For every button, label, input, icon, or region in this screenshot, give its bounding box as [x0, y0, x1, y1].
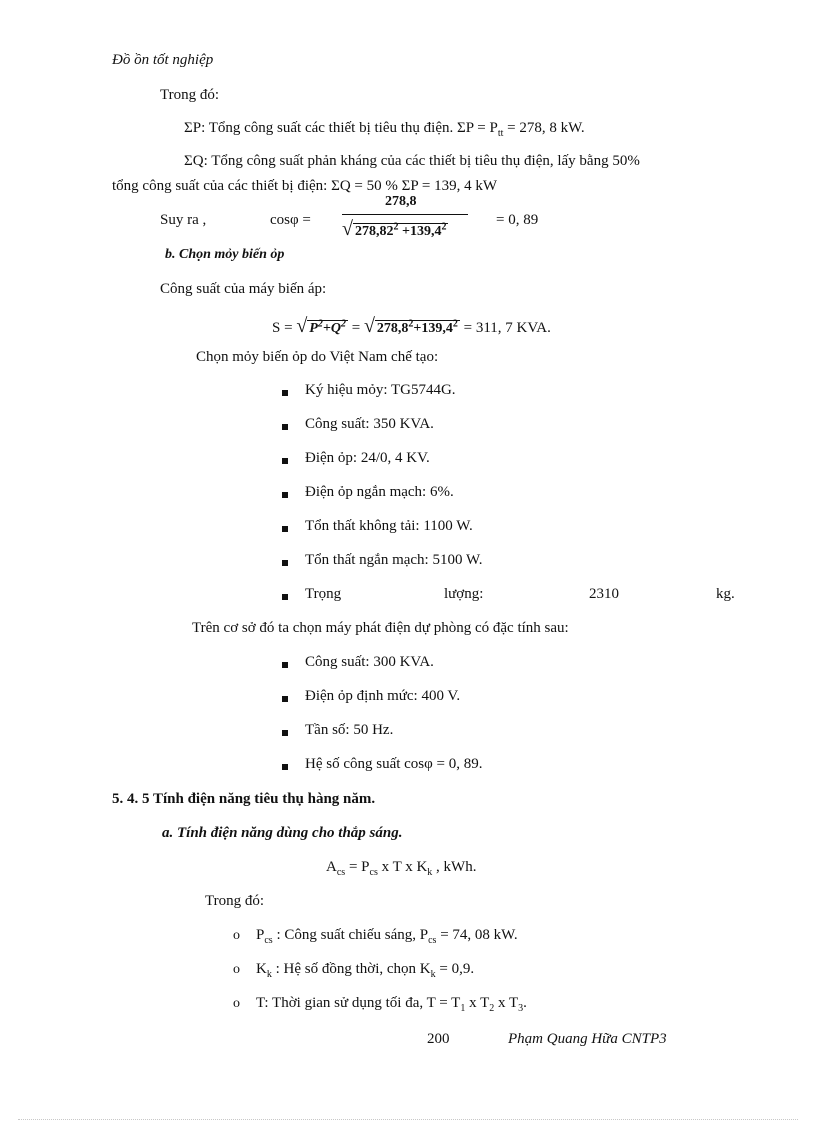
energy-formula: $A_{cs} = P_{cs}$ x T x $K_k$ , kWh. — [326, 859, 477, 878]
fraction-numerator: 278,8 — [385, 194, 417, 209]
circle-bullet-icon: o — [233, 996, 240, 1011]
suy-ra-label: Suy ra , — [160, 212, 207, 228]
bottom-divider — [18, 1119, 798, 1120]
cong-suat-label: Công suất của máy biến áp: — [160, 281, 327, 297]
weight-label: Trọng — [305, 586, 342, 602]
list-item: T: Thời gian sử dụng tối đa, $T = T_1$ x $T_2$ x $T_3$. — [256, 995, 527, 1014]
section-b-heading: b. Chọn mỏy biến ỏp — [165, 247, 285, 262]
page-number: 200 — [427, 1031, 450, 1047]
sqrt-icon: √ — [296, 315, 308, 337]
bullet-icon — [282, 560, 288, 566]
footer-author: Phạm Quang Hữa CNTP3 — [508, 1031, 667, 1047]
bullet-icon — [282, 492, 288, 498]
bullet-icon — [282, 424, 288, 430]
list-item: Điện ỏp: 24/0, 4 KV. — [305, 450, 430, 466]
s-formula: S = √ $P^2+Q^2$ = √ $278,8^2+139,4^2 = 311$, 7 KVA. — [272, 315, 551, 337]
section-a-heading: a. Tính điện năng dùng cho thắp sáng. — [162, 825, 403, 841]
weight-word: lượng: — [444, 586, 484, 602]
list-item: Điện ỏp định mức: 400 V. — [305, 688, 461, 704]
circle-bullet-icon: o — [233, 962, 240, 977]
bullet-icon — [282, 730, 288, 736]
list-item: Tần số: 50 Hz. — [305, 722, 394, 738]
fraction-denominator: √ $278,82^2 +139,4^2$ — [342, 218, 447, 240]
sum-q-line-1: ΣQ: Tổng công suất phản kháng của các thiết bị tiêu thụ điện, lấy bằng 50% — [184, 153, 640, 169]
sum-p-line: ΣP: Tổng công suất các thiết bị tiêu thụ điện. $\Sigma P = P_{tt} = 278$, 8 kW. — [184, 120, 585, 139]
bullet-icon — [282, 662, 288, 668]
list-item: Công suất: 300 KVA. — [305, 654, 434, 670]
sqrt-icon: √ — [363, 315, 375, 337]
fraction-line — [342, 214, 468, 215]
list-item: Điện ỏp ngắn mạch: 6%. — [305, 484, 454, 500]
weight-unit: kg. — [716, 586, 735, 602]
list-item: Ký hiệu mỏy: TG5744G. — [305, 382, 456, 398]
list-item: $K_k$ : Hệ số đồng thời, chọn $K_k = 0,9$. — [256, 961, 475, 980]
bullet-icon — [282, 390, 288, 396]
page-header-title: Đồ ồn tốt nghiệp — [112, 52, 214, 68]
weight-value: 2310 — [589, 586, 619, 602]
cos-phi-label: cosφ = — [270, 212, 311, 228]
bullet-icon — [282, 696, 288, 702]
trong-do-label: Trong đó: — [160, 87, 220, 103]
bullet-icon — [282, 594, 288, 600]
list-item: Công suất: 350 KVA. — [305, 416, 434, 432]
sqrt-icon: √ — [342, 218, 353, 240]
sum-q-line-2: tổng công suất của các thiết bị điện: ΣQ = 50 % ΣP = 139, 4 kW — [112, 178, 497, 194]
list-item: Hệ số công suất cosφ = 0, 89. — [305, 756, 483, 772]
chon-may-text: Chọn mỏy biến ỏp do Việt Nam chế tạo: — [196, 349, 439, 365]
trong-do-label-2: Trong đó: — [205, 893, 265, 909]
list-item: Tổn thất không tải: 1100 W. — [305, 518, 473, 534]
list-item: $P_{cs}$ : Công suất chiếu sáng, $P_{cs} = 74$, 08 kW. — [256, 927, 518, 946]
bullet-icon — [282, 458, 288, 464]
circle-bullet-icon: o — [233, 928, 240, 943]
generator-intro: Trên cơ sở đó ta chọn máy phát điện dự phòng có đặc tính sau: — [192, 620, 569, 636]
section-545-heading: 5. 4. 5 Tính điện năng tiêu thụ hàng năm. — [112, 791, 376, 807]
bullet-icon — [282, 526, 288, 532]
bullet-icon — [282, 764, 288, 770]
cos-phi-result: = 0, 89 — [496, 212, 539, 228]
list-item: Tổn thất ngắn mạch: 5100 W. — [305, 552, 483, 568]
